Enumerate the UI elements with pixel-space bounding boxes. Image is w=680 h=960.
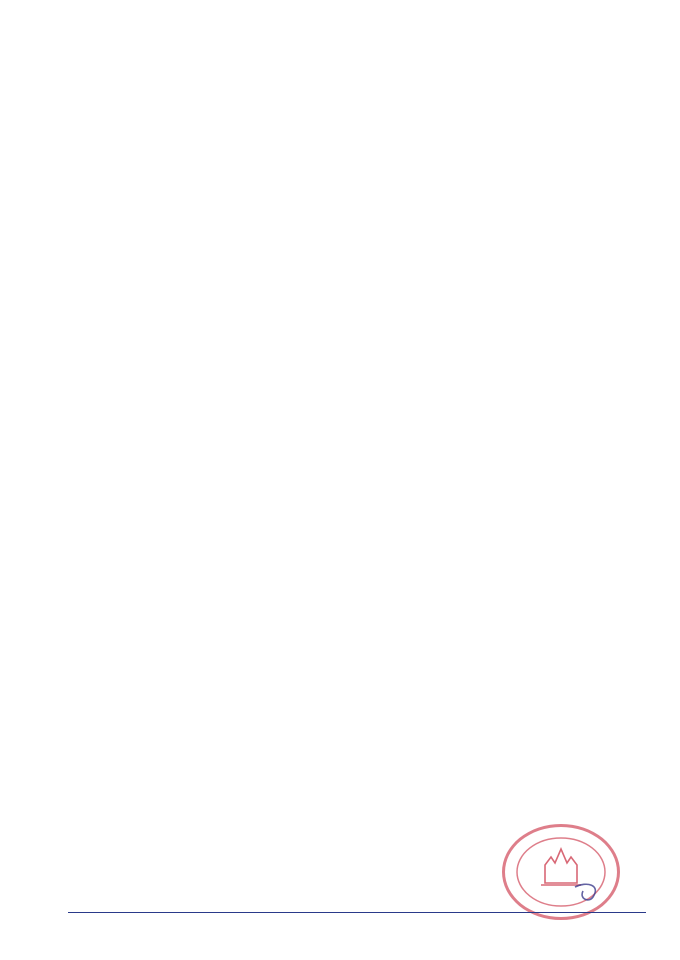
seal-emblem-icon — [505, 827, 617, 917]
ministry-seal-stamp — [502, 824, 620, 920]
info-paragraph — [102, 744, 642, 766]
footer-divider — [68, 912, 646, 913]
thanks-paragraph — [102, 566, 642, 588]
